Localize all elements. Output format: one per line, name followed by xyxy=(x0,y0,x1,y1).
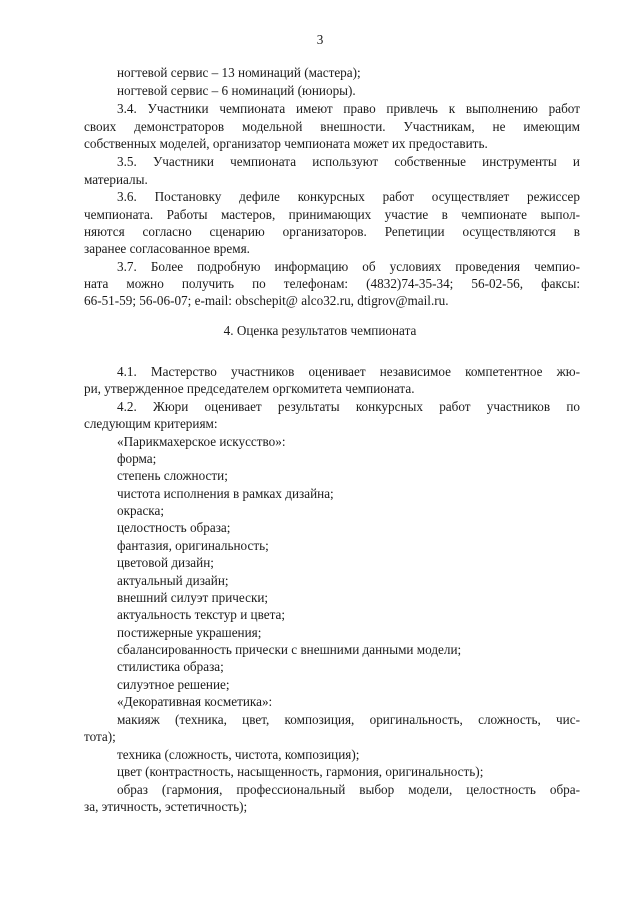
list-item: цвет (контрастность, насыщенность, гармония, оригинальность); xyxy=(117,764,484,779)
list-item: актуальность текстур и цвета; xyxy=(117,607,286,622)
list-item: сбалансированность прически с внешними данными модели; xyxy=(117,642,462,657)
text-line: ногтевой сервис – 13 номинаций (мастера); xyxy=(117,65,361,80)
text-line: 3.4. Участники чемпионата имеют право привлечь к выполнению работ xyxy=(117,101,580,116)
section-heading: 4. Оценка результатов чемпионата xyxy=(223,323,417,338)
list-item: «Парикмахерское искусство»: xyxy=(117,434,286,449)
list-item: окраска; xyxy=(117,503,165,518)
text-line: 3.6. Постановку дефиле конкурсных работ осуществляет режиссер xyxy=(117,189,580,204)
list-item: актуальный дизайн; xyxy=(117,573,229,588)
text-line: чемпионата. Работы мастеров, принимающих участие в чемпионате выпол- xyxy=(84,207,580,222)
list-item: внешний силуэт прически; xyxy=(117,590,269,605)
list-item: степень сложности; xyxy=(117,468,228,483)
text-line: 3.5. Участники чемпионата используют собственные инструменты и xyxy=(117,154,580,169)
list-item: форма; xyxy=(117,451,157,466)
text-line: няются согласно сценарию организаторов. Репетиции осуществляются в xyxy=(84,224,580,239)
text-line: своих демонстраторов модельной внешности. Участникам, не имеющим xyxy=(84,119,580,134)
text-line: следующим критериям: xyxy=(84,416,218,431)
list-item: макияж (техника, цвет, композиция, оригинальность, сложность, чис- xyxy=(117,712,580,727)
text-line: 3.7. Более подробную информацию об условиях проведения чемпио- xyxy=(117,259,580,274)
list-item: образ (гармония, профессиональный выбор модели, целостность обра- xyxy=(117,782,580,797)
text-line: материалы. xyxy=(84,172,148,187)
text-line: ната можно получить по телефонам: (4832)74-35-34; 56-02-56, факсы: xyxy=(84,276,580,291)
list-item: фантазия, оригинальность; xyxy=(117,538,269,553)
text-line: ри, утвержденное председателем оргкомитета чемпионата. xyxy=(84,381,415,396)
text-line: 66-51-59; 56-06-07; e-mail: obschepit@ alco32.ru, dtigrov@mail.ru. xyxy=(84,293,449,308)
list-item: за, этичность, эстетичность); xyxy=(84,799,248,814)
page-number: 3 xyxy=(316,32,324,47)
list-item: силуэтное решение; xyxy=(117,677,230,692)
list-item: чистота исполнения в рамках дизайна; xyxy=(117,486,334,501)
list-item: тота); xyxy=(84,729,116,744)
list-item: постижерные украшения; xyxy=(117,625,262,640)
list-item: «Декоративная косметика»: xyxy=(117,694,273,709)
text-line: 4.2. Жюри оценивает результаты конкурсных работ участников по xyxy=(117,399,580,414)
list-item: техника (сложность, чистота, композиция); xyxy=(117,747,360,762)
text-line: 4.1. Мастерство участников оценивает независимое компетентное жю- xyxy=(117,364,580,379)
text-line: собственных моделей, организатор чемпионата может их предоставить. xyxy=(84,136,488,151)
text-line: заранее согласованное время. xyxy=(84,241,250,256)
list-item: целостность образа; xyxy=(117,520,231,535)
list-item: цветовой дизайн; xyxy=(117,555,214,570)
text-line: ногтевой сервис – 6 номинаций (юниоры). xyxy=(117,83,356,98)
list-item: стилистика образа; xyxy=(117,659,224,674)
